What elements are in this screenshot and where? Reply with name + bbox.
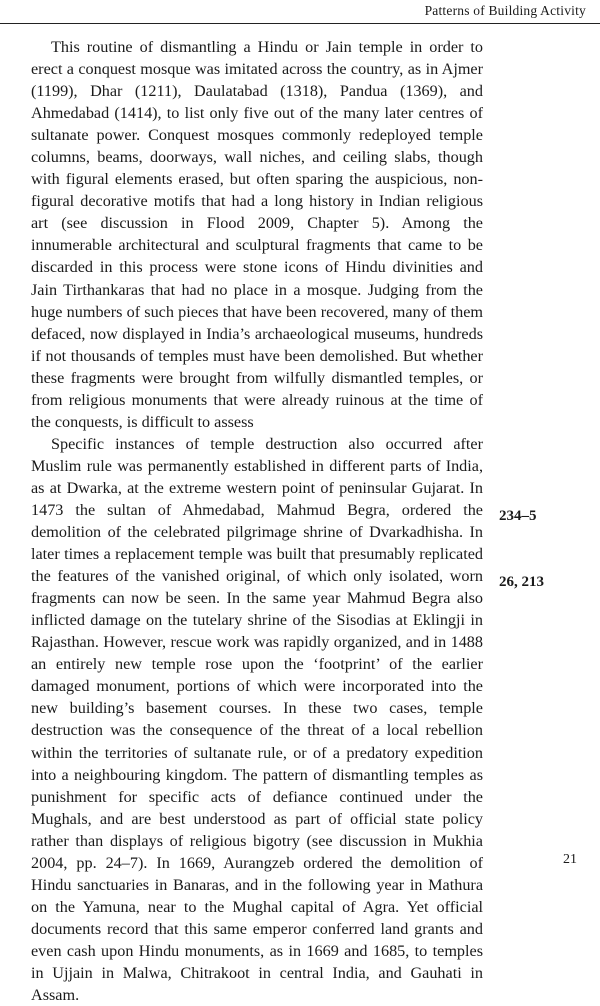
margin-cross-reference: 26, 213 <box>499 574 544 590</box>
paragraph: Specific instances of temple destruction also occurred after Muslim rule was permanently established in different parts of India, as at Dwarka, at the extreme western point of peninsular Gujarat. In 1473 the sultan of Ahmedabad, Mahmud Begra, ordered the demolition of the celebrated pilgrimage shrine of Dvarkadhisha. In later times a replacement temple was built that presumably replicated the features of the vanished original, of which only isolated, worn fragments can now be seen. In the same year Mahmud Begra also inflicted damage on the tutelary shrine of the Sisodias at Eklingji in Rajasthan. However, rescue work was rapidly organized, and in 1488 an entirely new temple rose upon the ‘footprint’ of the earlier damaged monument, portions of which were incorporated into the new building’s basement courses. In these two cases, temple destruction was the consequence of the threat of a local rebellion within the territories of sultanate rule, or of a predatory expedition into a neighbouring kingdom. The pattern of dismantling temples as punishment for specific acts of defiance continued under the Mughals, and are best understood as part of official state policy rather than displays of religious bigotry (see discussion in Mukhia 2004, pp. 24–7). In 1669, Aurangzeb ordered the demolition of Hindu sanctuaries in Banaras, and in the following year in Mathura on the Yamuna, near to the Mughal capital of Agra. Yet official documents record that this same emperor conferred land grants and even cash upon Hindu monuments, as in 1669 and 1685, to temples in Ujjain in Malwa, Chitrakoot in central India, and Gauhati in Assam. <box>31 434 483 1005</box>
paragraph: This routine of dismantling a Hindu or Jain temple in order to erect a conquest mosque was imitated across the country, as in Ajmer (1199), Dhar (1211), Daulatabad (1318), Pandua (1369), and Ahmedabad (1414), to list only five out of the many later centres of sultanate power. Conquest mosques commonly redeployed temple columns, beams, doorways, wall niches, and ceiling slabs, though with figural elements erased, but often sparing the auspicious, non-figural decorative motifs that had a long history in Indian religious art (see discussion in Flood 2009, Chapter 5). Among the innumerable architectural and sculptural fragments that came to be discarded in this process were stone icons of Hindu divinities and Jain Tirthankaras that had no place in a mosque. Judging from the huge numbers of such pieces that have been recovered, many of them defaced, now displayed in India’s archaeological museums, hundreds if not thousands of temples must have been demolished. But whether these fragments were brought from wilfully dismantled temples, or from religious monuments that were already ruinous at the time of the conquests, is difficult to assess <box>31 38 483 431</box>
margin-cross-reference: 234–5 <box>499 508 537 524</box>
header-rule <box>0 23 600 24</box>
running-title: Patterns of Building Activity <box>424 3 586 18</box>
page-number: 21 <box>563 852 577 867</box>
main-text <box>31 36 483 1006</box>
